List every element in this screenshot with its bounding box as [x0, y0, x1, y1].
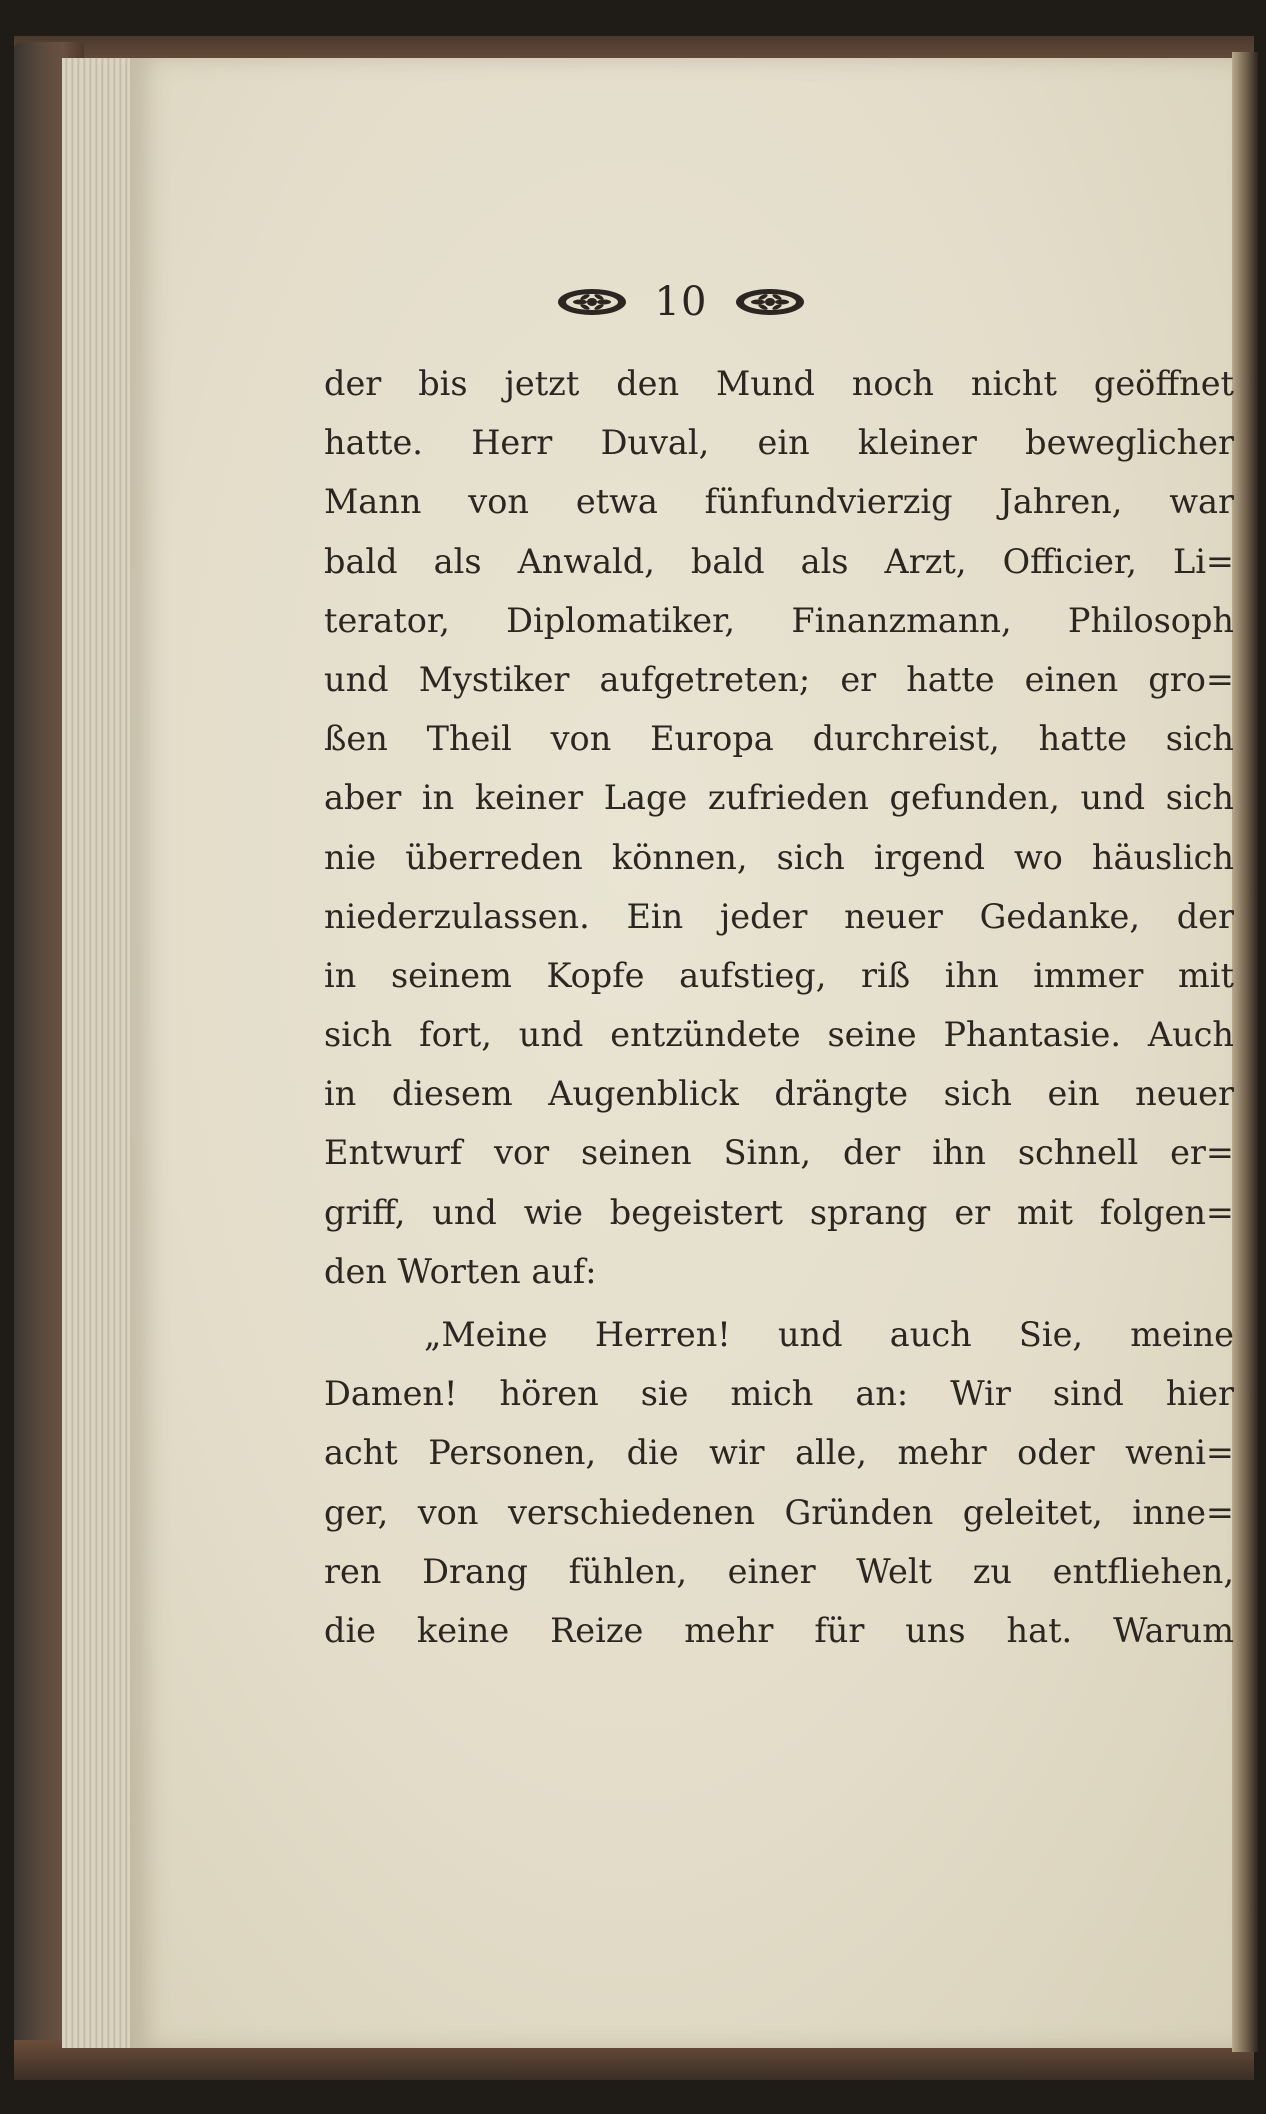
book-page: [130, 58, 1232, 2048]
text-line: sich fort, und entzündete seine Phantasie. Auch: [324, 1015, 1234, 1055]
text-line: in diesem Augenblick drängte sich ein neuer: [324, 1074, 1234, 1114]
text-line: ßen Theil von Europa durchreist, hatte sich: [324, 719, 1234, 759]
ornament-icon: [556, 286, 628, 318]
text-line: niederzulassen. Ein jeder neuer Gedanke, der: [324, 896, 1234, 936]
text-line: griff, und wie begeistert sprang er mit folgen=: [324, 1192, 1234, 1232]
text-line: aber in keiner Lage zufrieden gefunden, und sich: [324, 778, 1234, 818]
text-line: ren Drang fühlen, einer Welt zu entfliehen,: [324, 1551, 1234, 1591]
text-line: Mann von etwa fünfundvierzig Jahren, war: [324, 482, 1234, 522]
text-line: ger, von verschiedenen Gründen geleitet, inne=: [324, 1492, 1234, 1532]
text-line: acht Personen, die wir alle, mehr oder weni=: [324, 1433, 1234, 1473]
text-line: hatte. Herr Duval, ein kleiner beweglicher: [324, 423, 1234, 463]
text-line: Damen! hören sie mich an: Wir sind hier: [324, 1374, 1234, 1414]
book-cover-right-edge: [1232, 52, 1258, 2052]
text-line: terator, Diplomatiker, Finanzmann, Philosoph: [324, 600, 1234, 640]
text-line: Entwurf vor seinen Sinn, der ihn schnell er=: [324, 1133, 1234, 1173]
text-line: bald als Anwald, bald als Arzt, Officier, Li=: [324, 541, 1234, 581]
ornament-icon: [734, 286, 806, 318]
text-line: der bis jetzt den Mund noch nicht geöffnet: [324, 364, 1234, 403]
text-line: die keine Reize mehr für uns hat. Warum: [324, 1610, 1234, 1650]
text-line: „Meine Herren! und auch Sie, meine: [424, 1315, 1234, 1354]
text-line: und Mystiker aufgetreten; er hatte einen gro=: [324, 659, 1234, 699]
text-line: den Worten auf:: [324, 1251, 597, 1291]
page-header: [130, 272, 1232, 332]
body-text: [324, 354, 1234, 1660]
text-line: nie überreden können, sich irgend wo häuslich: [324, 837, 1234, 877]
page-number: 10: [654, 279, 708, 325]
text-line: in seinem Kopfe aufstieg, riß ihn immer mit: [324, 955, 1234, 995]
